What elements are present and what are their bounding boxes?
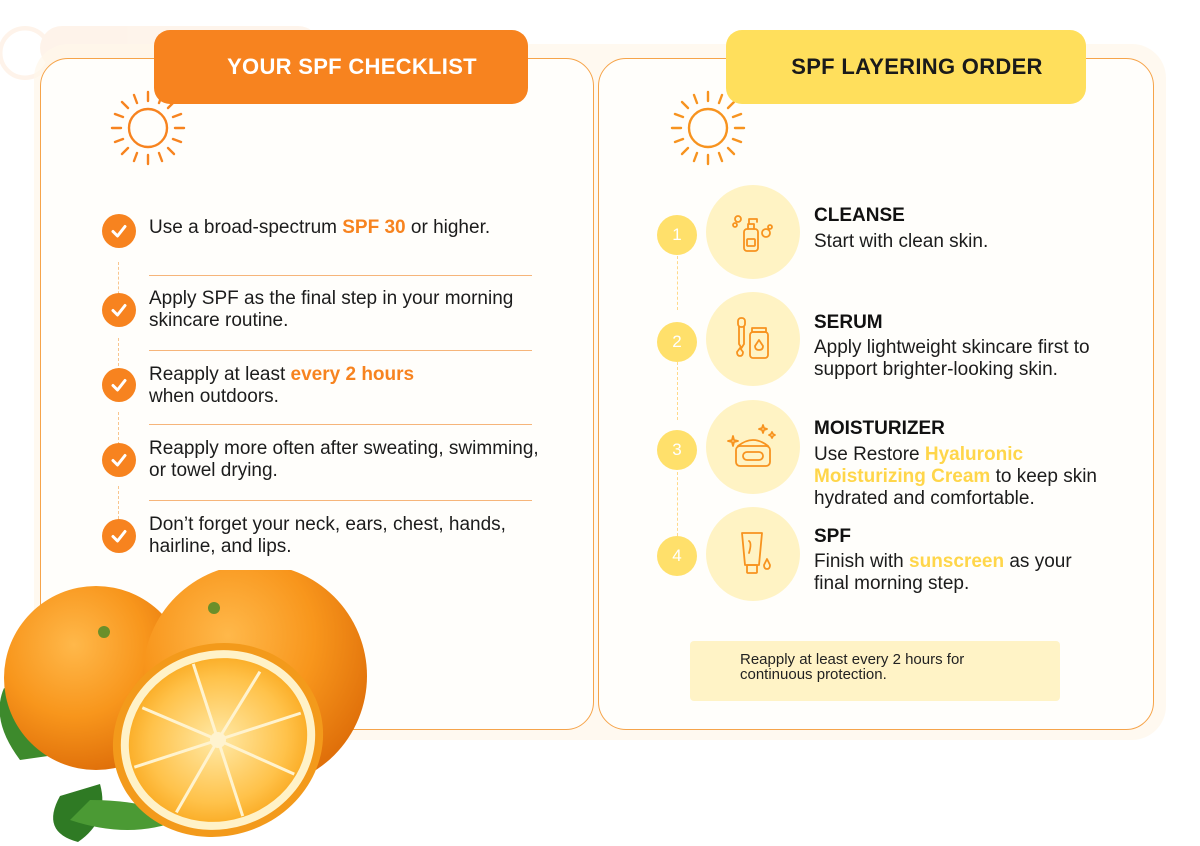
step-title: SPF xyxy=(814,526,851,547)
divider xyxy=(149,275,532,276)
checklist-title: YOUR SPF CHECKLIST xyxy=(227,54,477,79)
serum-dropper-icon xyxy=(728,314,778,364)
step-icon-bubble xyxy=(706,292,800,386)
cleanser-bottle-icon xyxy=(728,207,778,257)
check-icon xyxy=(102,519,136,553)
check-icon xyxy=(102,293,136,327)
reapply-note xyxy=(690,641,1060,701)
sunscreen-tube-icon xyxy=(728,529,778,579)
step-title: CLEANSE xyxy=(814,205,905,226)
step-description: Use Restore Hyaluronic Moisturizing Cream to keep skin hydrated and comfortable. xyxy=(814,444,1097,509)
step-icon-bubble xyxy=(706,185,800,279)
oranges-illustration xyxy=(0,570,380,846)
divider xyxy=(149,500,532,501)
checklist-text: Apply SPF as the final step in your morning skincare routine. xyxy=(149,288,514,331)
checklist-text: Use a broad-spectrum SPF 30 or higher. xyxy=(149,217,491,238)
step-description: Finish with sunscreen as your final morning step. xyxy=(814,551,1072,594)
step-connector xyxy=(677,256,678,310)
checklist-text: Reapply at least every 2 hours when outdoors. xyxy=(149,364,415,407)
check-icon xyxy=(102,368,136,402)
step-title: SERUM xyxy=(814,312,883,333)
layering-header xyxy=(748,30,1086,104)
step-number: 4 xyxy=(657,536,697,576)
checklist-header xyxy=(176,30,528,104)
divider xyxy=(149,350,532,351)
check-icon xyxy=(102,443,136,477)
layering-title: SPF LAYERING ORDER xyxy=(791,54,1043,79)
step-number: 2 xyxy=(657,322,697,362)
checklist-text: Don’t forget your neck, ears, chest, hands, hairline, and lips. xyxy=(149,514,506,557)
step-number: 1 xyxy=(657,215,697,255)
step-icon-bubble xyxy=(706,400,800,494)
step-description: Start with clean skin. xyxy=(814,231,989,252)
step-title: MOISTURIZER xyxy=(814,418,945,439)
step-description: Apply lightweight skincare first to support brighter-looking skin. xyxy=(814,337,1090,380)
checklist-text: Reapply more often after sweating, swimming, or towel drying. xyxy=(149,438,539,481)
check-icon xyxy=(102,214,136,248)
divider xyxy=(149,424,532,425)
step-connector xyxy=(677,472,678,536)
step-icon-bubble xyxy=(706,507,800,601)
step-connector xyxy=(677,362,678,420)
step-number: 3 xyxy=(657,430,697,470)
cream-jar-icon xyxy=(726,420,780,474)
reapply-note-text: Reapply at least every 2 hours for continuous protection. xyxy=(740,651,965,683)
